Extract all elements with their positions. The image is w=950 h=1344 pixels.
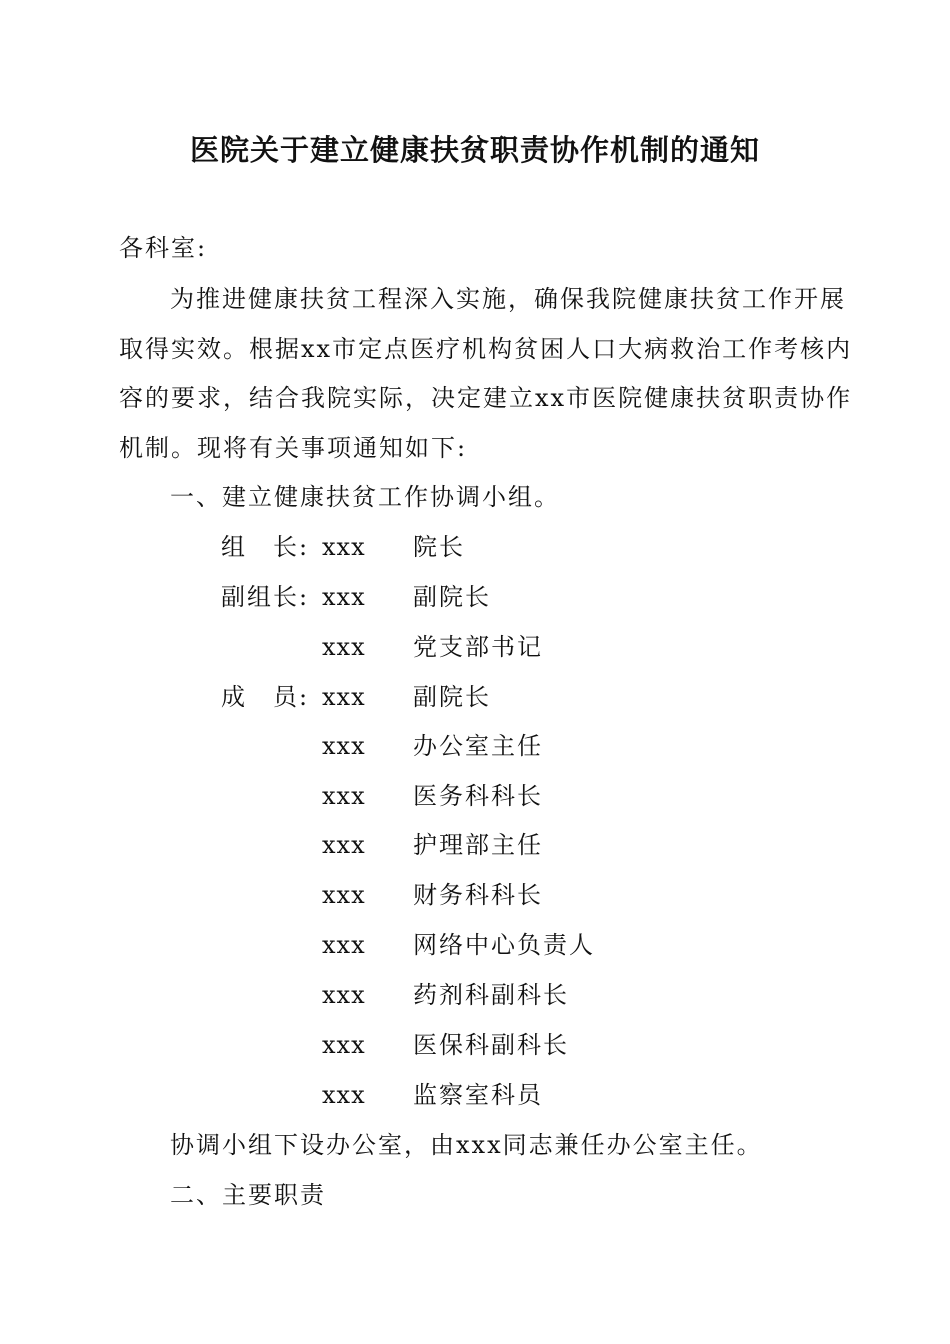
member-title: 网络中心负责人	[413, 931, 595, 959]
member-name: xxx	[322, 583, 366, 611]
intro-line-2: 取得实效。根据xx市定点医疗机构贫困人口大病救治工作考核内	[119, 335, 853, 363]
member-title: 护理部主任	[413, 831, 543, 859]
member-name: xxx	[322, 732, 366, 760]
member-title: 党支部书记	[413, 633, 543, 661]
member-name: xxx	[322, 881, 366, 909]
member-name: xxx	[322, 683, 366, 711]
member-title: 院长	[413, 533, 465, 561]
member-name: xxx	[322, 1081, 366, 1109]
member-title: 财务科科长	[413, 881, 543, 909]
member-title: 副院长	[413, 683, 491, 711]
intro-line-1: 为推进健康扶贫工程深入实施，确保我院健康扶贫工作开展	[170, 285, 846, 313]
role-label-leader: 组 长:	[221, 533, 310, 561]
section-1-heading: 一、建立健康扶贫工作协调小组。	[170, 483, 560, 511]
salutation: 各科室:	[119, 234, 208, 262]
member-title: 医务科科长	[413, 782, 543, 810]
member-name: xxx	[322, 831, 366, 859]
member-title: 监察室科员	[413, 1081, 543, 1109]
intro-line-4: 机制。现将有关事项通知如下:	[119, 434, 468, 462]
member-name: xxx	[322, 931, 366, 959]
member-name: xxx	[322, 1031, 366, 1059]
role-label-deputy: 副组长:	[221, 583, 310, 611]
document-title: 医院关于建立健康扶贫职责协作机制的通知	[189, 133, 760, 167]
member-name: xxx	[322, 633, 366, 661]
member-title: 医保科副科长	[413, 1031, 569, 1059]
member-name: xxx	[322, 533, 366, 561]
intro-line-3: 容的要求，结合我院实际，决定建立xx市医院健康扶贫职责协作	[119, 384, 853, 412]
office-note: 协调小组下设办公室，由xxx同志兼任办公室主任。	[170, 1131, 763, 1159]
member-title: 药剂科副科长	[413, 981, 569, 1009]
member-name: xxx	[322, 782, 366, 810]
section-2-heading: 二、主要职责	[170, 1181, 326, 1209]
member-title: 副院长	[413, 583, 491, 611]
member-title: 办公室主任	[413, 732, 543, 760]
member-name: xxx	[322, 981, 366, 1009]
role-label-member: 成 员:	[221, 683, 310, 711]
